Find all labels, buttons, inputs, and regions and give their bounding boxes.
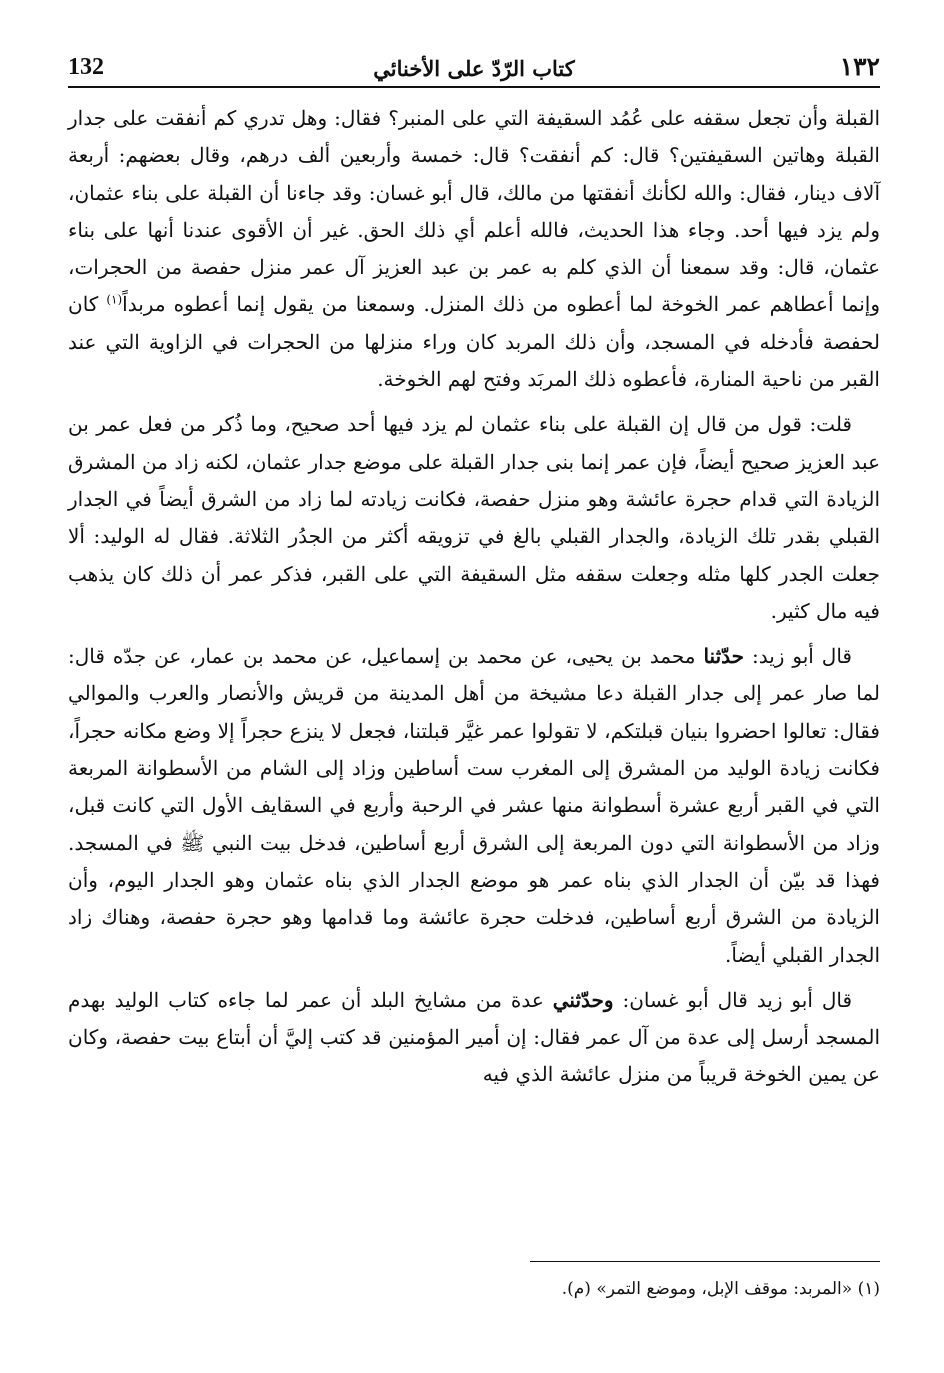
footnote: (١) «المربد: موقف الإبل، وموضع التمر» (م). xyxy=(561,1279,880,1299)
paragraph-3 xyxy=(68,638,880,974)
page-header xyxy=(68,52,880,88)
running-title: كتاب الرّدّ على الأخنائي xyxy=(373,56,575,81)
paragraph-4-lead: قال أبو زيد قال أبو غسان: xyxy=(613,987,853,1012)
paragraph-3-text: محمد بن يحيى، عن محمد بن إسماعيل، عن محمد بن عمار، عن جدّه قال: لما صار عمر إلى جدار القبلة دعا مشيخة من أهل المدينة من قريش والأنصار والعرب والموالي فقال: تعالوا احضروا بنيان قبلتكم، لا تقولوا عمر غيَّر قبلتنا، فجعل لا ينزع حجراً إلا وضع مكانه حجراً، فكانت زيادة الوليد من المشرق إلى المغرب ست أساطين وزاد إلى الشام من الأسطوانة المربعة التي في القبر أربع عشرة أسطوانة منها عشر في الرحبة وأربع في السقايف الأول التي كانت قبل، وزاد من الأسطوانة التي دون المربعة إلى الشرق أربع أساطين، فدخل بيت النبي ﷺ في المسجد. فهذا قد بيّن أن الجدار الذي بناه عمر هو موضع الجدار الذي بناه عثمان وهو الجدار اليوم، وأن الزيادة من الشرق أربع أساطين، فدخلت حجرة عائشة وما قدامها وهو حجرة حفصة، وهناك زاد الجدار القبلي أيضاً. xyxy=(68,644,880,967)
paragraph-1 xyxy=(68,100,880,398)
paragraph-4-keyword: وحدّثني xyxy=(552,987,614,1012)
paragraph-3-lead: قال أبو زيد: xyxy=(744,644,852,669)
paragraph-1-continuation: كان لحفصة فأدخله في المسجد، وأن ذلك المربد كان وراء منزلها من الحجرات في الزاوية التي عند القبر من ناحية المنارة، فأعطوه ذلك المربَد وفتح لهم الخوخة. xyxy=(68,292,880,392)
page-number-arabic: ١٣٢ xyxy=(839,52,880,81)
paragraph-2: قلت: قول من قال إن القبلة على بناء عثمان لم يزد فيها أحد صحيح، وما ذُكر من فعل عمر بن عبد العزيز صحيح أيضاً، فإن عمر إنما بنى جدار القبلة على موضع جدار عثمان، لكنه زاد من المشرق الزيادة التي قدام حجرة عائشة وهو منزل حفصة، فكانت زيادته لما زاد من الشرق أيضاً في الجدار القبلي بقدر تلك الزيادة، والجدار القبلي بالغ في تزويقه أكثر من الجدُر الثلاثة. فقال له الوليد: ألا جعلت الجدر كلها مثله وجعلت سقفه مثل السقيفة التي على القبر، فذكر عمر أن ذلك كان يذهب فيه مال كثير. xyxy=(68,412,880,623)
body-text xyxy=(68,100,880,1102)
paragraph-3-keyword: حدّثنا xyxy=(703,644,745,669)
footnote-marker: (١) xyxy=(106,292,123,307)
paragraph-1-text: القبلة وأن تجعل سقفه على عُمُد السقيفة التي على المنبر؟ فقال: وهل تدري كم أنفقت على جدار القبلة وهاتين السقيفتين؟ قال: كم أنفقت؟ قال: خمسة وأربعين ألف درهم، وقال بعضهم: أربعة آلاف دينار، فقال: والله لكأنك أنفقتها من مالك، قال أبو غسان: وقد جاءنا أن القبلة على بناء عثمان، ولم يزد فيها أحد. وجاء هذا الحديث، فالله أعلم أي ذلك الحق. غير أن الأقوى عندنا أنها على بناء عثمان، قال: وقد سمعنا أن الذي كلم به عمر بن عبد العزيز آل عمر منزل حفصة من الحجرات، وإنما أعطاهم عمر الخوخة لما أعطوه من ذلك المنزل. وسمعنا من يقول إنما أعطوه مربداً xyxy=(68,106,881,317)
paragraph-4-text: عدة من مشايخ البلد أن عمر لما جاءه كتاب الوليد بهدم المسجد أرسل إلى عدة من آل عمر فقال: إن أمير المؤمنين قد كتب إليَّ أن أبتاع بيت حفصة، وكان عن يمين الخوخة قريباً من منزل عائشة الذي فيه xyxy=(68,987,880,1087)
footnote-divider xyxy=(530,1261,880,1262)
page-number-latin: 132 xyxy=(68,54,104,80)
paragraph-4 xyxy=(68,982,880,1094)
